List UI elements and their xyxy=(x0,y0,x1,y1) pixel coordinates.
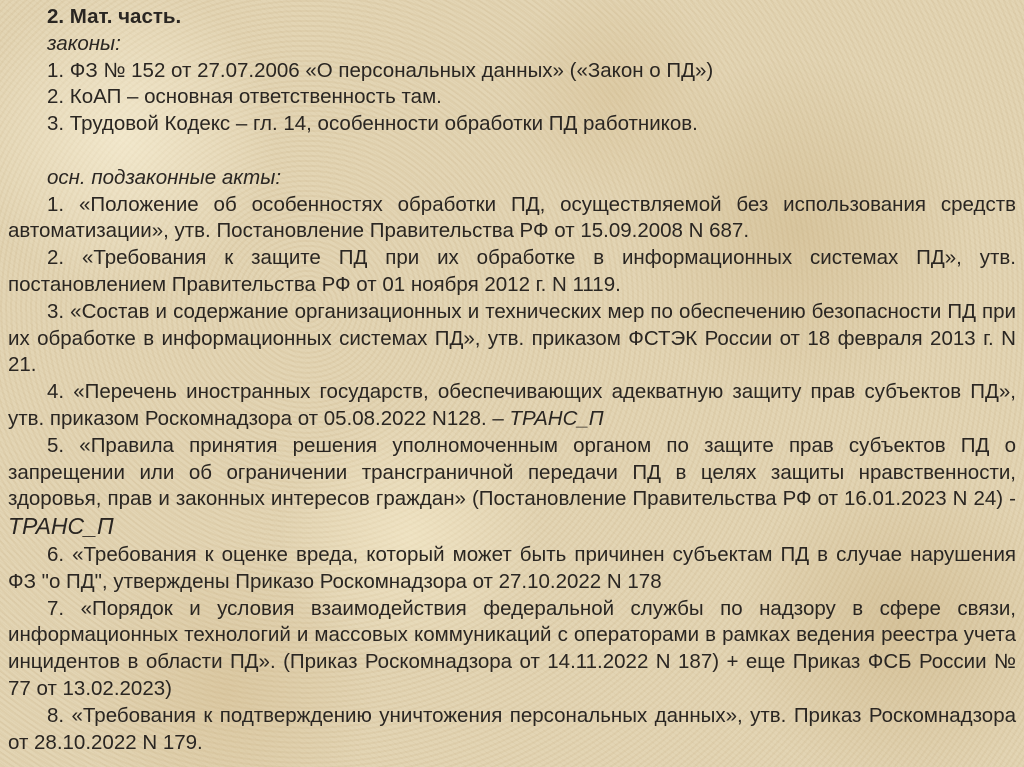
act-item-1-text: 1. «Положение об особенностях обработки ПД, осуществляемой без использования средств автоматизации», утв. Постановление Правительства РФ от 15.09.2008 N 687. xyxy=(8,192,1016,243)
act-item-1 xyxy=(8,192,1016,246)
act-item-3 xyxy=(8,299,1016,379)
act-item-5-text: 5. «Правила принятия решения уполномоченным органом по защите прав субъектов ПД о запрещении или об ограничении трансграничной передачи ПД в целях защиты нравственности, здоровья, прав и законных интересов граждан» (Постановление Правительства РФ от 16.01.2023 N 24) - xyxy=(8,433,1016,511)
act-item-5 xyxy=(8,433,1016,542)
law-item-1: 1. ФЗ № 152 от 27.07.2006 «О персональных данных» («Закон о ПД») xyxy=(47,58,714,82)
act-item-4 xyxy=(8,379,1016,433)
act-item-4-mark: ТРАНС_П xyxy=(509,406,604,430)
act-item-3-text: 3. «Состав и содержание организационных и технических мер по обеспечению безопасности ПД при их обработке в информационных системах ПД», утв. приказом ФСТЭК России от 18 февраля 2013 г. N 21. xyxy=(8,299,1016,377)
act-item-6 xyxy=(8,542,1016,596)
law-item-3: 3. Трудовой Кодекс – гл. 14, особенности обработки ПД работников. xyxy=(47,112,698,136)
act-item-8-text: 8. «Требования к подтверждению уничтожения персональных данных», утв. Приказ Роскомнадзора от 28.10.2022 N 179. xyxy=(8,703,1016,754)
act-item-7 xyxy=(8,596,1016,703)
document-page xyxy=(8,4,1016,756)
acts-label: осн. подзаконные акты: xyxy=(47,165,282,189)
act-item-4-text: 4. «Перечень иностранных государств, обеспечивающих адекватную защиту прав субъектов ПД», утв. приказом Роскомнадзора от 05.08.2022 N128. – xyxy=(8,380,1016,430)
act-item-6-text: 6. «Требования к оценке вреда, который может быть причинен субъектам ПД в случае нарушения ФЗ "о ПД", утверждены Приказо Роскомнадзора от 27.10.2022 N 178 xyxy=(8,542,1016,593)
act-item-7-text: 7. «Порядок и условия взаимодействия федеральной службы по надзору в сфере связи, информационных технологий и массовых коммуникаций с операторами в рамках ведения реестра учета инцидентов в области ПД». (Приказ Роскомнадзора от 14.11.2022 N 187) + еще Приказ ФСБ России № 77 от 13.02.2023) xyxy=(8,596,1016,700)
act-item-2 xyxy=(8,245,1016,299)
act-item-8 xyxy=(8,703,1016,757)
law-item-2: 2. КоАП – основная ответственность там. xyxy=(47,85,442,109)
section-heading: 2. Мат. часть. xyxy=(47,5,182,28)
blank-line xyxy=(8,138,1016,165)
laws-label: законы: xyxy=(47,31,121,55)
act-item-5-mark: ТРАНС_П xyxy=(8,513,114,540)
act-item-2-text: 2. «Требования к защите ПД при их обработке в информационных системах ПД», утв. постановлением Правительства РФ от 01 ноября 2012 г. N 1119. xyxy=(8,246,1016,296)
